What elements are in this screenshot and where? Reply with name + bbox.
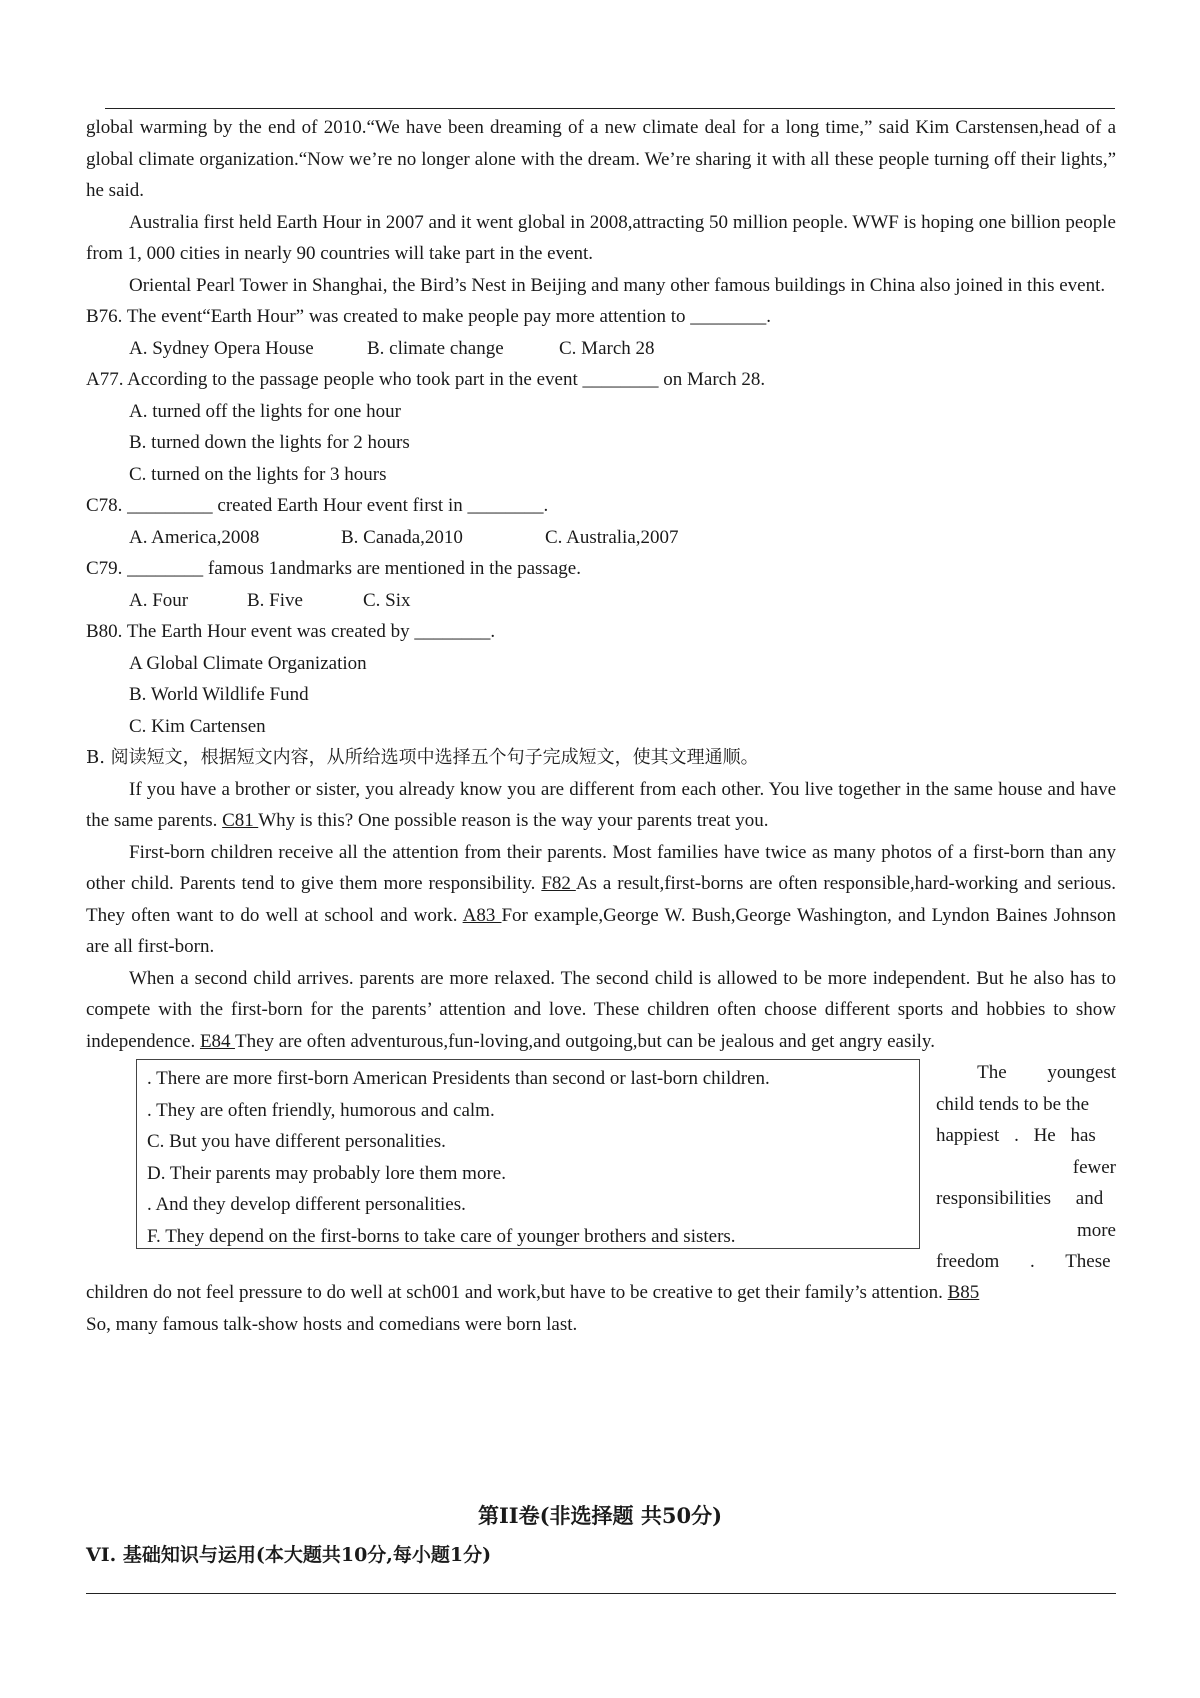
option: A. turned off the lights for one hour [129,400,401,422]
passage-b-paragraph-3 [86,963,1116,1058]
question-78: C78. _________ created Earth Hour event first in ________. [86,495,549,516]
option: C. Kim Cartensen [129,715,266,737]
page-content [86,112,1116,1340]
text: Why is this? One possible reason is the way your parents treat you. [258,810,769,831]
option: B. climate change [367,337,504,359]
text: children do not feel pressure to do well at sch001 and work,but have to be creative to get their family’s attention. [86,1282,948,1303]
side-line: child tends to be the [936,1093,1090,1115]
option: C. Six [363,589,411,611]
section-title: 第II卷(非选择题 共50分) [477,1503,723,1528]
option: C. Australia,2007 [545,526,679,548]
option-sentence: D. Their parents may probably lore them more. [147,1162,506,1184]
option-sentence: F. They depend on the first-borns to take care of younger brothers and sisters. [147,1225,736,1247]
option-sentence: . And they develop different personalities. [147,1194,466,1215]
side-line: responsibilities and [936,1188,1104,1209]
question-76: B76. The event“Earth Hour” was created to make people pay more attention to ________. [86,306,772,327]
option-sentence: C. But you have different personalities. [147,1131,446,1152]
option-sentence: . They are often friendly, humorous and calm. [147,1099,495,1121]
option: C. turned on the lights for 3 hours [129,463,387,485]
side-line: The youngest [977,1062,1116,1083]
answer-blank: F82 [541,873,576,894]
options-and-side-text [86,1057,1116,1277]
answer-blank: A83 [462,904,502,926]
options-box [136,1059,920,1249]
text: If you have a brother or sister, you already know you are different from each other. You live together in the same house and have the same parents. [86,778,1116,831]
option: C. March 28 [559,337,655,359]
passage-b-paragraph-4-tail: So, many famous talk-show hosts and comedians were born last. [86,1313,578,1335]
option: B. World Wildlife Fund [129,684,309,705]
answer-blank: C81 [222,810,259,831]
passage-b-paragraph-2 [86,837,1116,963]
wrapped-side-text [936,1057,1116,1278]
answer-blank: B85 [947,1282,980,1303]
text: As a result,first-borns are often responsible,hard-working and serious. They often want to do well at school and work. [86,873,1116,926]
option-sentence: . There are more first-born American Presidents than second or last-born children. [147,1068,770,1089]
question-78-options [129,522,1116,554]
section-subtitle: VI. 基础知识与运用(本大题共10分,每小题1分) [86,1544,492,1566]
side-line: more [1076,1219,1116,1241]
question-79: C79. ________ famous 1andmarks are mentioned in the passage. [86,558,581,579]
option: A. Four [129,589,189,611]
passage-paragraph: Australia first held Earth Hour in 2007 and it went global in 2008,attracting 50 million people. WWF is hoping one billion people from 1, 000 cities in nearly 90 countries will take part in the event. [86,211,1116,264]
option: B. turned down the lights for 2 hours [129,432,410,453]
question-80: B80. The Earth Hour event was created by ________. [86,621,496,642]
passage-paragraph: global warming by the end of 2010.“We have been dreaming of a new climate deal for a long time,” said Kim Carstensen,head of a global climate organization.“Now we’re no longer alone with the dream. We’re sharing it with all these people turning off their lights,” he said. [86,117,1116,201]
passage-b-paragraph-1 [86,774,1116,837]
option: B. Five [247,589,303,611]
bottom-rule [86,1593,1116,1594]
text: They are often adventurous,fun-loving,and outgoing,but can be jealous and get angry easily. [234,1030,935,1052]
side-line: happiest . He has [936,1125,1096,1146]
option: B. Canada,2010 [341,526,463,548]
part-b-instruction: B. 阅读短文，根据短文内容，从所给选项中选择五个句子完成短文，使其文理通顺。 [86,747,759,768]
text: For example,George W. Bush,George Washington, and Lyndon Baines Johnson are all first-born. [86,904,1116,957]
passage-b-paragraph-4 [86,1277,1116,1309]
side-line: fewer [1072,1156,1116,1178]
question-79-options [129,585,1116,617]
passage-paragraph: Oriental Pearl Tower in Shanghai, the Bird’s Nest in Beijing and many other famous buildings in China also joined in this event. [129,274,1106,296]
text: First-born children receive all the attention from their parents. Most families have twice as many photos of a first-born than any other child. Parents tend to give them more responsibility. [86,841,1116,894]
top-rule [105,108,1115,109]
question-76-options [129,333,1116,365]
option: A. Sydney Opera House [129,337,314,359]
text: When a second child arrives. parents are more relaxed. The second child is allowed to be more independent. But he also has to compete with the first-born for the parents’ attention and love. These children often choose different sports and hobbies to show independence. [86,967,1116,1052]
side-line: freedom . These [936,1251,1111,1272]
answer-blank: E84 [199,1030,235,1052]
option: A Global Climate Organization [129,652,367,674]
question-77: A77. According to the passage people who took part in the event ________ on March 28. [86,369,766,390]
option: A. America,2008 [129,526,260,548]
